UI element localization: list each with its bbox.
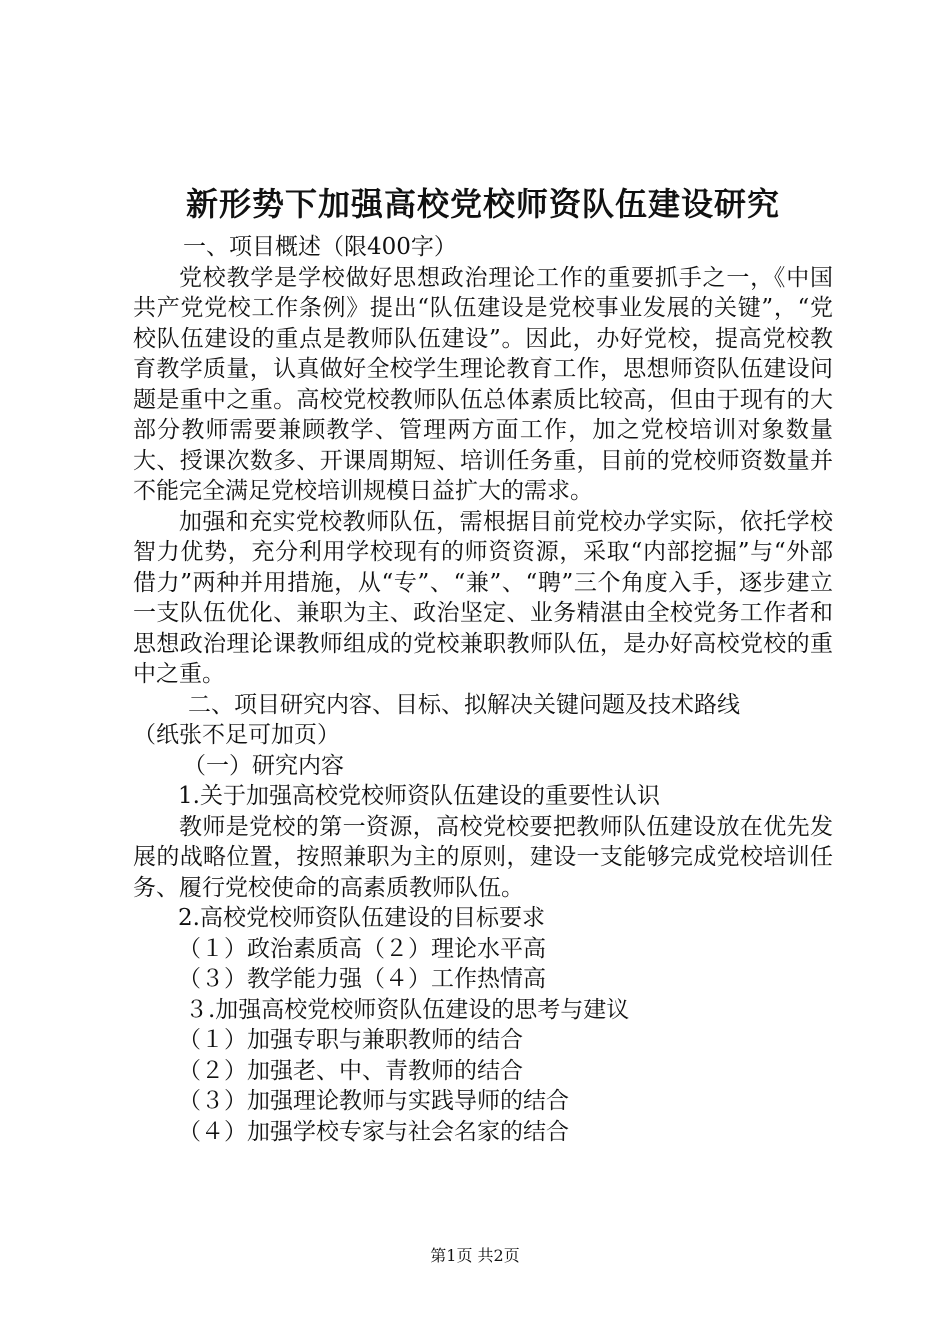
item-heading-suggestions: ３.加强高校党校师资队伍建设的思考与建议 xyxy=(185,996,630,1023)
suggestion-item: （１）加强专职与兼职教师的结合 xyxy=(178,1027,523,1053)
document-page xyxy=(133,180,833,1147)
section-heading-research: 二、项目研究内容、目标、拟解决关键问题及技术路线 xyxy=(188,691,740,718)
section-heading-research-note: （纸张不足可加页） xyxy=(133,722,340,748)
subsection-heading-content: （一）研究内容 xyxy=(183,752,344,779)
suggestion-item: （３）加强理论教师与实践导师的结合 xyxy=(178,1088,569,1114)
section-heading-overview: 一、项目概述（限400字） xyxy=(183,234,457,260)
suggestion-item: （４）加强学校专家与社会名家的结合 xyxy=(178,1118,569,1145)
item-heading-importance: 1.关于加强高校党校师资队伍建设的重要性认识 xyxy=(178,783,660,809)
document-title: 新形势下加强高校党校师资队伍建设研究 xyxy=(185,185,780,223)
item-heading-goals: 2.高校党校师资队伍建设的目标要求 xyxy=(178,905,545,931)
page-footer: 第1页 共2页 xyxy=(430,1246,520,1265)
paragraph-importance: 教师是党校的第一资源，高校党校要把教师队伍建设放在优先发展的战略位置，按照兼职为主的原则，建设一支能够完成党校培训任务、履行党校使命的高素质教师队伍。 xyxy=(133,813,833,901)
goals-line: （３）教学能力强（４）工作热情高 xyxy=(178,966,546,992)
goals-line: （１）政治素质高（２）理论水平高 xyxy=(178,935,546,962)
paragraph-overview-2: 加强和充实党校教师队伍，需根据目前党校办学实际，依托学校智力优势，充分利用学校现有的师资资源，采取“内部挖掘”与“外部借力”两种并用措施，从“专”、“兼”、“聘”三个角度入手，逐步建立一支队伍优化、兼职为主、政治坚定、业务精湛由全校党务工作者和思想政治理论课教师组成的党校兼职教师队伍，是办好高校党校的重中之重。 xyxy=(133,508,833,687)
suggestion-item: （２）加强老、中、青教师的结合 xyxy=(178,1057,523,1084)
paragraph-overview-1: 党校教学是学校做好思想政治理论工作的重要抓手之一，《中国共产党党校工作条例》提出“队伍建设是党校事业发展的关键”，“党校队伍建设的重点是教师队伍建设”。因此，办好党校，提高党校教育教学质量，认真做好全校学生理论教育工作，思想师资队伍建设问题是重中之重。高校党校教师队伍总体素质比较高，但由于现有的大部分教师需要兼顾教学、管理两方面工作，加之党校培训对象数量大、授课次数多、开课周期短、培训任务重，目前的党校师资数量并不能完全满足党校培训规模日益扩大的需求。 xyxy=(133,264,833,504)
